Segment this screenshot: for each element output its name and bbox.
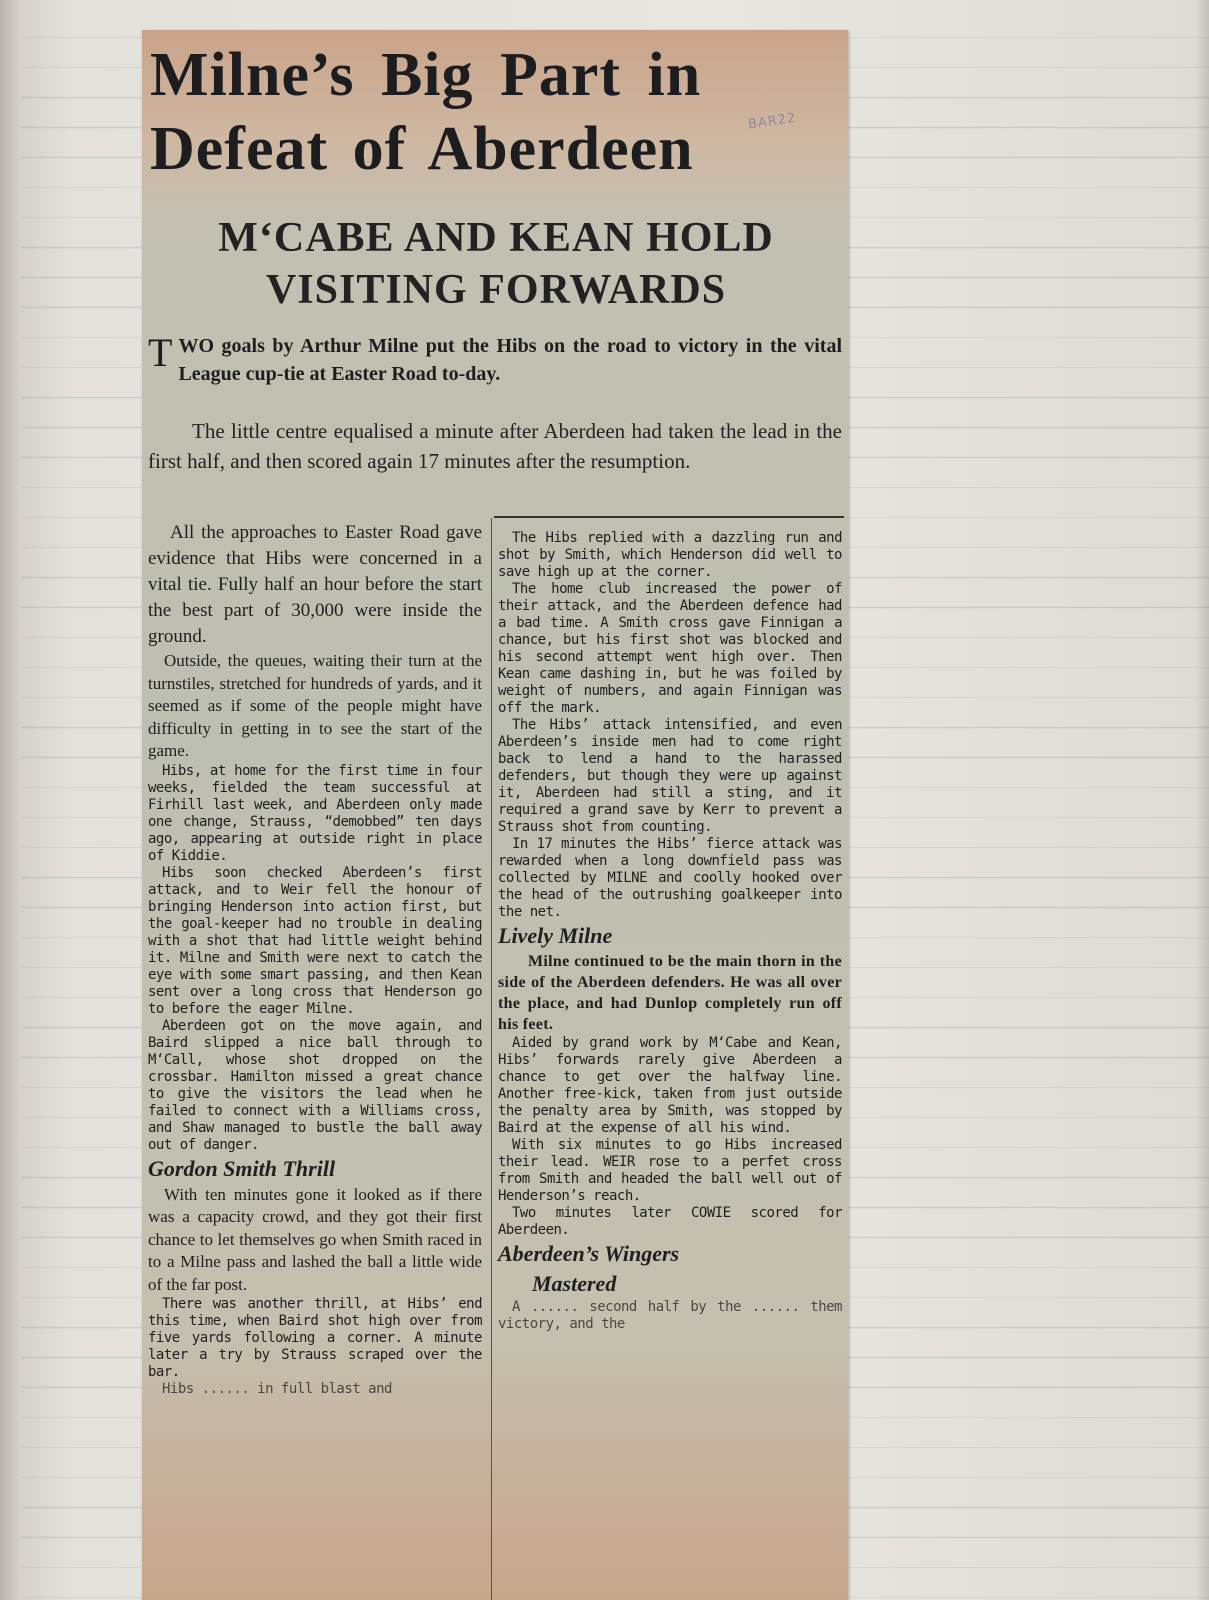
article-paragraph-bold: Milne continued to be the main thorn in the side of the Aberdeen defenders. He was all over the place, and had Dunlop completely run off his feet. xyxy=(498,953,842,1033)
article-paragraph-cut-off: Hibs ...... in full blast and xyxy=(162,1381,392,1397)
headline-line-2: Defeat of Aberdeen xyxy=(150,115,694,183)
intro-text: WO goals by Arthur Milne put the Hibs on the road to victory in the vital League cup-tie at Easter Road to-day. xyxy=(178,335,842,385)
article-paragraph: The Hibs replied with a dazzling run and shot by Smith, which Henderson did well to save high up at the corner. xyxy=(498,530,842,580)
pencil-annotation: BAR22 xyxy=(747,110,798,133)
article-paragraph: The home club increased the power of their attack, and the Aberdeen defence had a bad time. A Smith cross gave Finnigan a chance, but his first shot was blocked and his second attempt went high over. Then Kean came dashing in, but he was foiled by weight of numbers, and again Finnigan was off the mark. xyxy=(498,581,842,716)
article-paragraph: Two minutes later COWIE scored for Aberdeen. xyxy=(498,1205,842,1238)
drop-cap: T xyxy=(148,330,173,375)
subheadline-line-2: VISITING FORWARDS xyxy=(265,267,727,313)
article-paragraph: With ten minutes gone it looked as if there was a capacity crowd, and they got their first chance to let themselves go when Smith raced in to a Milne pass and lashed the ball a little wide of the far post. xyxy=(148,1184,482,1294)
article-paragraph: All the approaches to Easter Road gave evidence that Hibs were concerned in a vital tie. Fully half an hour before the start the best part of 30,000 were inside the ground. xyxy=(148,522,482,647)
article-paragraph: In 17 minutes the Hibs’ fierce attack was rewarded when a long downfield pass was collected by MILNE and coolly hooked over the head of the outrushing goalkeeper into the net. xyxy=(498,836,842,920)
section-subheading: Gordon Smith Thrill xyxy=(148,1155,336,1181)
section-subheading: Lively Milne xyxy=(498,923,613,948)
headline-line-1: Milne’s Big Part in xyxy=(150,41,702,109)
newspaper-clipping xyxy=(142,30,848,1600)
article-paragraph-cut-off: A ...... second half by the ...... them victory, and the xyxy=(498,1299,842,1332)
subheadline-line-1: M‘CABE AND KEAN HOLD xyxy=(218,215,774,261)
article-paragraph: Hibs, at home for the first time in four weeks, fielded the team successful at Firhill last week, and Aberdeen only made one change, Strauss, “demobbed” ten days ago, appearing at outside right in place of Kiddie. xyxy=(148,762,482,864)
article-paragraph: Aided by grand work by M‘Cabe and Kean, Hibs’ forwards rarely give Aberdeen a chance to get over the halfway line. Another free-kick, taken from just outside the penalty area by Smith, was stopped by Baird at the expense of all his wind. xyxy=(498,1035,842,1136)
subheadline xyxy=(148,212,844,316)
page-binding-edge xyxy=(0,0,22,1600)
lead-paragraph: The little centre equalised a minute after Aberdeen had taken the lead in the first half, and then scored again 17 minutes after the resumption. xyxy=(148,419,842,473)
intro-paragraph xyxy=(148,332,842,388)
column-rule-vertical xyxy=(491,518,492,1600)
article-paragraph: The Hibs’ attack intensified, and even Aberdeen’s inside men had to come right back to lend a hand to the harassed defenders, but though they were up against it, Aberdeen had still a sting, and it required a grand save by Kerr to prevent a Strauss shot from counting. xyxy=(498,717,842,835)
column-right xyxy=(498,530,842,1333)
section-subheading: Aberdeen’s Wingers xyxy=(498,1241,680,1266)
page-shadow xyxy=(1195,0,1209,1600)
column-rule-horizontal xyxy=(494,516,844,518)
article-paragraph: Aberdeen got on the move again, and Baird slipped a nice ball through to M‘Call, whose shot dropped on the crossbar. Hamilton missed a great chance to give the visitors the lead when he failed to connect with a Williams cross, and Shaw managed to bustle the ball away out of danger. xyxy=(148,1017,482,1153)
headline xyxy=(150,38,842,186)
section-subheading-line-2: Mastered xyxy=(532,1271,617,1296)
column-left xyxy=(148,520,482,1398)
article-paragraph: Hibs soon checked Aberdeen’s first attack, and to Weir fell the honour of bringing Henderson into action first, but the goal-keeper had no trouble in dealing with a shot that had little weight behind it. Milne and Smith were next to catch the eye with some smart passing, and then Kean sent over a long cross that Henderson go to before the eager Milne. xyxy=(148,864,482,1017)
article-paragraph: Outside, the queues, waiting their turn at the turnstiles, stretched for hundreds of yards, and it seemed as if some of the people might have difficulty in getting in to see the start of the game. xyxy=(148,651,482,760)
article-paragraph: There was another thrill, at Hibs’ end this time, when Baird shot high over from five yards following a corner. A minute later a try by Strauss scraped over the bar. xyxy=(148,1296,482,1380)
article-paragraph: With six minutes to go Hibs increased their lead. WEIR rose to a perfet cross from Smith and headed the ball well out of Henderson’s reach. xyxy=(498,1137,842,1204)
